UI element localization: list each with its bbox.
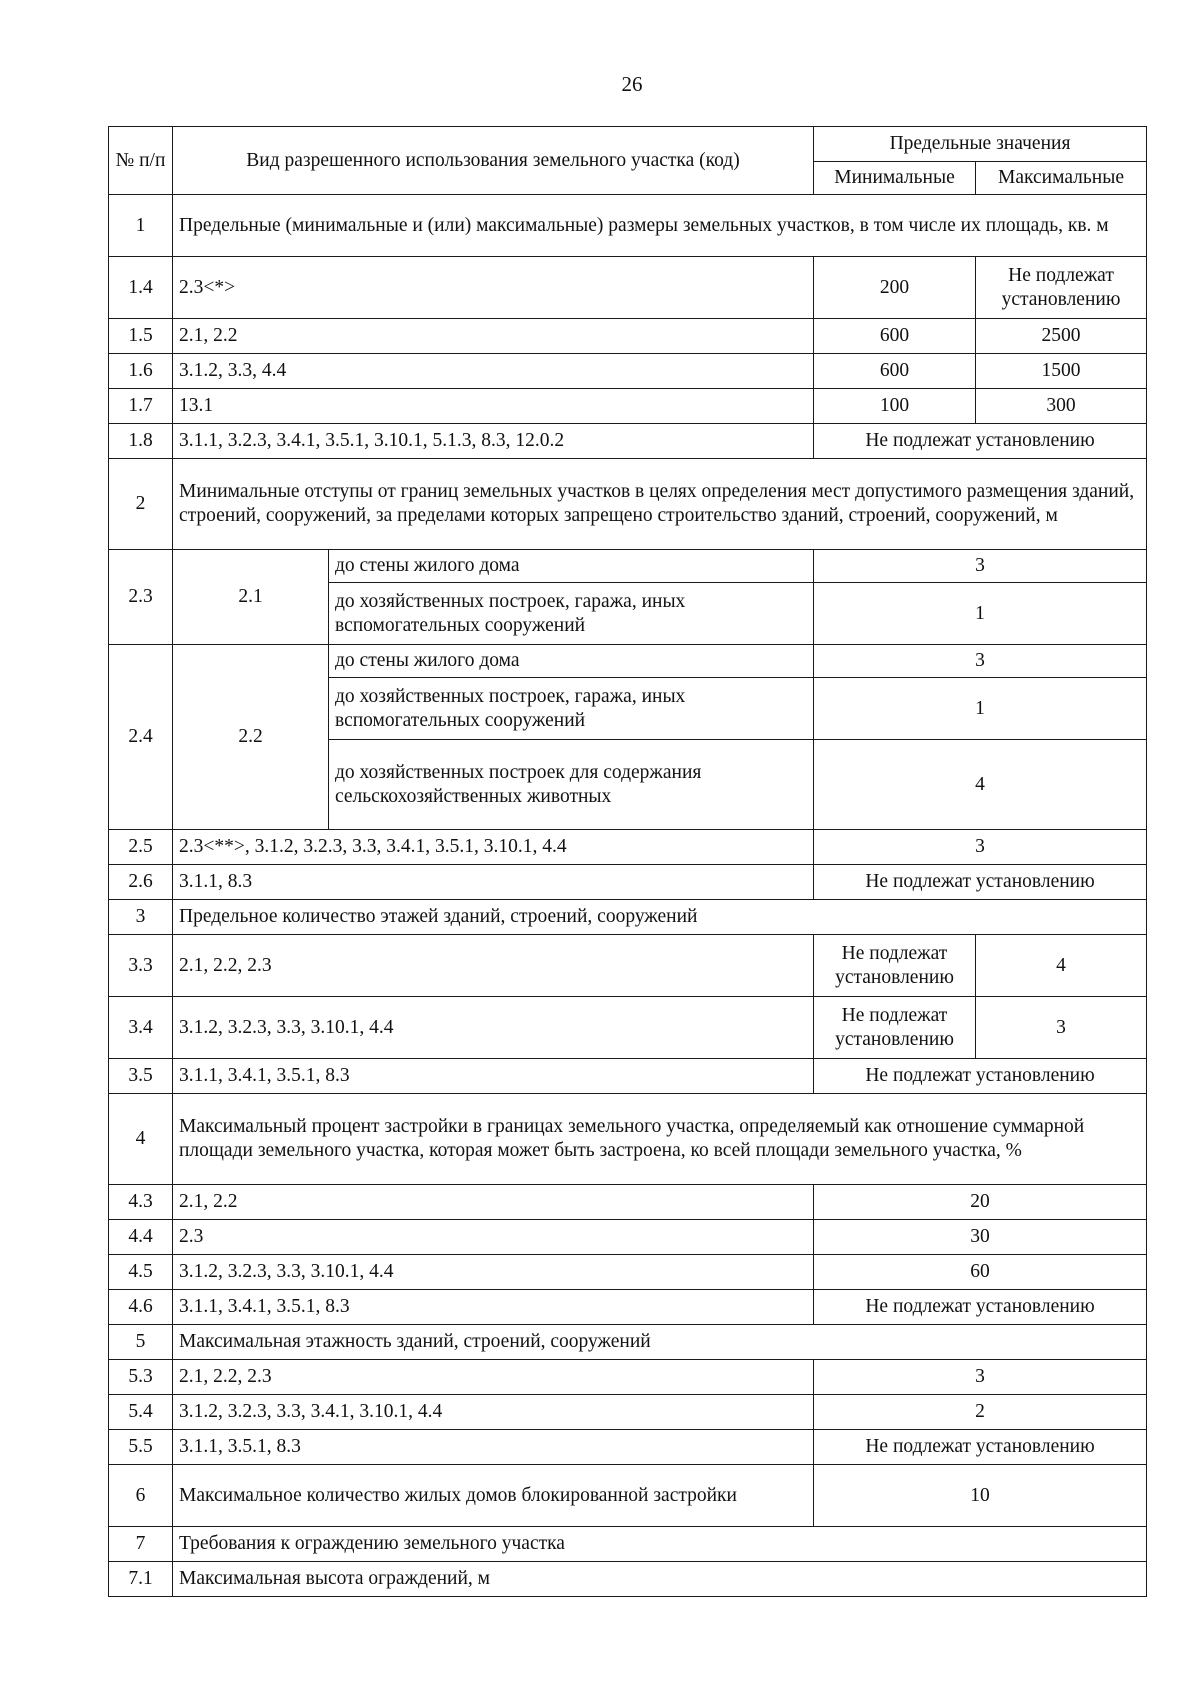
row-code: 2.1 — [173, 550, 329, 645]
row-desc: до хозяйственных построек для содержания сельскохозяйственных животных — [329, 740, 814, 830]
row-num: 3 — [109, 900, 173, 935]
row-num: 4.6 — [109, 1290, 173, 1325]
table-row — [109, 1220, 1147, 1255]
section-title: Максимальная этажность зданий, строений, сооружений — [173, 1325, 1147, 1360]
row-min: Не подлежат установлению — [814, 997, 976, 1059]
row-code: 2.1, 2.2, 2.3 — [173, 1360, 814, 1395]
row-value: Не подлежат установлению — [814, 424, 1147, 459]
row-max: Не подлежат установлению — [976, 257, 1147, 319]
section-title: Предельные (минимальные и (или) максимальные) размеры земельных участков, в том числе их площадь, кв. м — [173, 195, 1147, 257]
row-num: 5.4 — [109, 1395, 173, 1430]
row-num: 7 — [109, 1527, 173, 1562]
row-max: 300 — [976, 389, 1147, 424]
table-row — [109, 550, 1147, 583]
row-value: 3 — [814, 1360, 1147, 1395]
row-desc: до хозяйственных построек, гаража, иных вспомогательных сооружений — [329, 678, 814, 740]
row-code: 3.1.1, 3.4.1, 3.5.1, 8.3 — [173, 1290, 814, 1325]
section-title: Требования к ограждению земельного участка — [173, 1527, 1147, 1562]
row-value: Не подлежат установлению — [814, 865, 1147, 900]
row-min: 600 — [814, 319, 976, 354]
table-row — [109, 319, 1147, 354]
row-code: 2.3<*> — [173, 257, 814, 319]
row-code: 2.2 — [173, 645, 329, 830]
table-row — [109, 1562, 1147, 1597]
table-row — [109, 865, 1147, 900]
row-max: 4 — [976, 935, 1147, 997]
row-value: 3 — [814, 830, 1147, 865]
section-title: Максимальное количество жилых домов блокированной застройки — [173, 1465, 814, 1527]
row-num: 2 — [109, 459, 173, 550]
row-min: 100 — [814, 389, 976, 424]
header-min: Минимальные — [814, 162, 976, 195]
row-num: 3.5 — [109, 1059, 173, 1094]
row-desc: Максимальная высота ограждений, м — [173, 1562, 1147, 1597]
row-num: 1.8 — [109, 424, 173, 459]
row-code: 3.1.2, 3.2.3, 3.3, 3.10.1, 4.4 — [173, 997, 814, 1059]
table-row — [109, 935, 1147, 997]
row-code: 3.1.2, 3.3, 4.4 — [173, 354, 814, 389]
table-row — [109, 997, 1147, 1059]
row-code: 3.1.2, 3.2.3, 3.3, 3.4.1, 3.10.1, 4.4 — [173, 1395, 814, 1430]
section-title: Предельное количество этажей зданий, строений, сооружений — [173, 900, 1147, 935]
table-row — [109, 1059, 1147, 1094]
section-row — [109, 459, 1147, 550]
table-row — [109, 645, 1147, 678]
row-num: 5.3 — [109, 1360, 173, 1395]
table-row — [109, 354, 1147, 389]
row-num: 4.4 — [109, 1220, 173, 1255]
row-num: 4.3 — [109, 1185, 173, 1220]
row-num: 2.3 — [109, 550, 173, 645]
row-value: 2 — [814, 1395, 1147, 1430]
header-max: Максимальные — [976, 162, 1147, 195]
section-row — [109, 900, 1147, 935]
table-row — [109, 1290, 1147, 1325]
row-num: 1.4 — [109, 257, 173, 319]
row-max: 1500 — [976, 354, 1147, 389]
row-code: 3.1.1, 3.4.1, 3.5.1, 8.3 — [173, 1059, 814, 1094]
land-use-limits-table — [108, 126, 1147, 1597]
row-num: 1.5 — [109, 319, 173, 354]
section-title: Максимальный процент застройки в границах земельного участка, определяемый как отношение суммарной площади земельного участка, которая может быть застроена, ко всей площади земельного участка, % — [173, 1094, 1147, 1185]
row-num: 1.6 — [109, 354, 173, 389]
row-num: 2.5 — [109, 830, 173, 865]
row-value: 3 — [814, 550, 1147, 583]
row-num: 2.4 — [109, 645, 173, 830]
row-value: 1 — [814, 583, 1147, 645]
section-row — [109, 1094, 1147, 1185]
header-limits: Предельные значения — [814, 127, 1147, 162]
row-num: 1.7 — [109, 389, 173, 424]
row-max: 3 — [976, 997, 1147, 1059]
row-num: 4.5 — [109, 1255, 173, 1290]
row-desc: до стены жилого дома — [329, 550, 814, 583]
table-row — [109, 1255, 1147, 1290]
row-max: 2500 — [976, 319, 1147, 354]
page-number: 26 — [621, 72, 643, 96]
table-row — [109, 1185, 1147, 1220]
row-value: 4 — [814, 740, 1147, 830]
row-num: 5.5 — [109, 1430, 173, 1465]
row-code: 3.1.1, 8.3 — [173, 865, 814, 900]
section-row — [109, 195, 1147, 257]
header-num: № п/п — [109, 127, 173, 195]
row-num: 7.1 — [109, 1562, 173, 1597]
row-desc: до стены жилого дома — [329, 645, 814, 678]
section-row — [109, 1465, 1147, 1527]
table-row — [109, 389, 1147, 424]
row-value: Не подлежат установлению — [814, 1059, 1147, 1094]
section-row — [109, 1325, 1147, 1360]
table-row — [109, 424, 1147, 459]
row-value: 1 — [814, 678, 1147, 740]
row-min: Не подлежат установлению — [814, 935, 976, 997]
row-value: Не подлежат установлению — [814, 1430, 1147, 1465]
table-row — [109, 1360, 1147, 1395]
section-row — [109, 1527, 1147, 1562]
section-title: Минимальные отступы от границ земельных участков в целях определения мест допустимого размещения зданий, строений, сооружений, за пределами которых запрещено строительство зданий, строений, сооружений, м — [173, 459, 1147, 550]
row-value: Не подлежат установлению — [814, 1290, 1147, 1325]
row-code: 2.1, 2.2 — [173, 319, 814, 354]
row-code: 3.1.1, 3.5.1, 8.3 — [173, 1430, 814, 1465]
row-code: 3.1.1, 3.2.3, 3.4.1, 3.5.1, 3.10.1, 5.1.3, 8.3, 12.0.2 — [173, 424, 814, 459]
row-num: 6 — [109, 1465, 173, 1527]
row-num: 3.4 — [109, 997, 173, 1059]
row-value: 20 — [814, 1185, 1147, 1220]
row-value: 30 — [814, 1220, 1147, 1255]
row-code: 2.3 — [173, 1220, 814, 1255]
row-min: 600 — [814, 354, 976, 389]
table-row — [109, 1430, 1147, 1465]
row-value: 3 — [814, 645, 1147, 678]
row-value: 10 — [814, 1465, 1147, 1527]
row-num: 3.3 — [109, 935, 173, 997]
row-code: 2.1, 2.2, 2.3 — [173, 935, 814, 997]
row-num: 2.6 — [109, 865, 173, 900]
table-header-row — [109, 127, 1147, 162]
table-row — [109, 830, 1147, 865]
row-min: 200 — [814, 257, 976, 319]
table-row — [109, 257, 1147, 319]
table-row — [109, 1395, 1147, 1430]
row-code: 2.3<**>, 3.1.2, 3.2.3, 3.3, 3.4.1, 3.5.1, 3.10.1, 4.4 — [173, 830, 814, 865]
row-value: 60 — [814, 1255, 1147, 1290]
header-use-type: Вид разрешенного использования земельного участка (код) — [173, 127, 814, 195]
row-code: 3.1.2, 3.2.3, 3.3, 3.10.1, 4.4 — [173, 1255, 814, 1290]
row-code: 2.1, 2.2 — [173, 1185, 814, 1220]
row-num: 4 — [109, 1094, 173, 1185]
row-num: 5 — [109, 1325, 173, 1360]
row-num: 1 — [109, 195, 173, 257]
row-desc: до хозяйственных построек, гаража, иных вспомогательных сооружений — [329, 583, 814, 645]
row-code: 13.1 — [173, 389, 814, 424]
